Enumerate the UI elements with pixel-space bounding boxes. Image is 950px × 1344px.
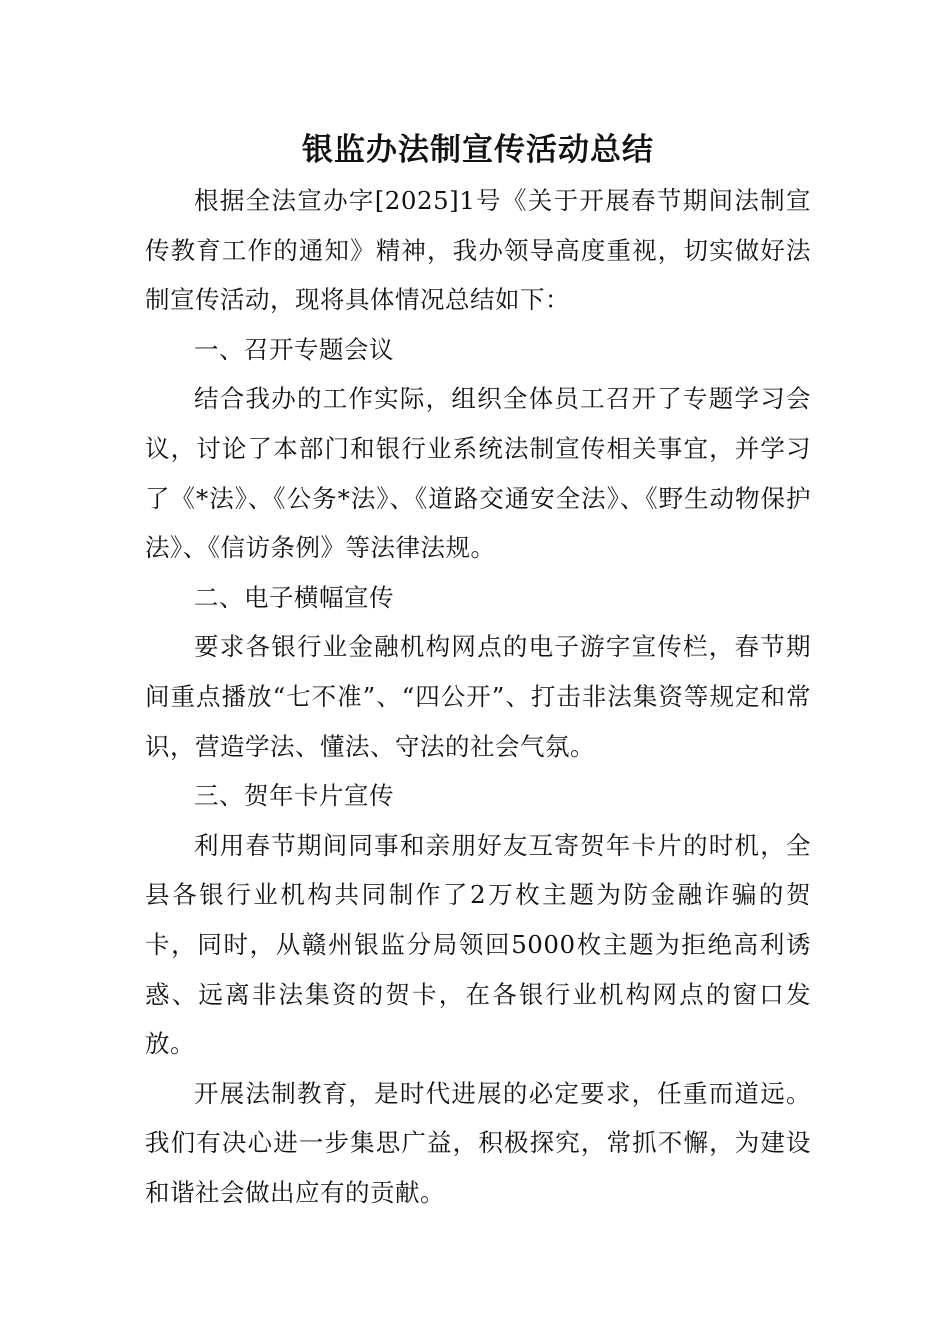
intro-paragraph: 根据全法宣办字[2025]1号《关于开展春节期间法制宣传教育工作的通知》精神，我办领导高度重视，切实做好法制宣传活动，现将具体情况总结如下： [145,186,811,315]
section-heading-banner: 二、电子横幅宣传 [194,582,394,612]
section-body-cards: 利用春节期间同事和亲朋好友互寄贺年卡片的时机，全县各银行业机构共同制作了2万枚主题为防金融诈骗的贺卡，同时，从赣州银监分局领回5000枚主题为拒绝高利诱惑、远离非法集资的贺卡，在各银行业机构网点的窗口发放。 [145,830,811,1059]
section-body-meeting: 结合我办的工作实际，组织全体员工召开了专题学习会议，讨论了本部门和银行业系统法制宣传相关事宜，并学习了《*法》、《公务*法》、《道路交通安全法》、《野生动物保护法》、《信访条例》等法律法规。 [145,384,811,563]
document-title: 银监办法制宣传活动总结 [302,132,654,168]
document-page [145,124,811,1217]
conclusion-paragraph: 开展法制教育，是时代进展的必定要求，任重而道远。我们有决心进一步集思广益，积极探究，常抓不懈，为建设和谐社会做出应有的贡献。 [145,1078,811,1207]
section-body-banner: 要求各银行业金融机构网点的电子游字宣传栏，春节期间重点播放“七不准”、“四公开”、打击非法集资等规定和常识，营造学法、懂法、守法的社会气氛。 [145,632,811,761]
section-heading-meeting: 一、召开专题会议 [194,334,394,364]
section-heading-cards: 三、贺年卡片宣传 [194,781,394,811]
